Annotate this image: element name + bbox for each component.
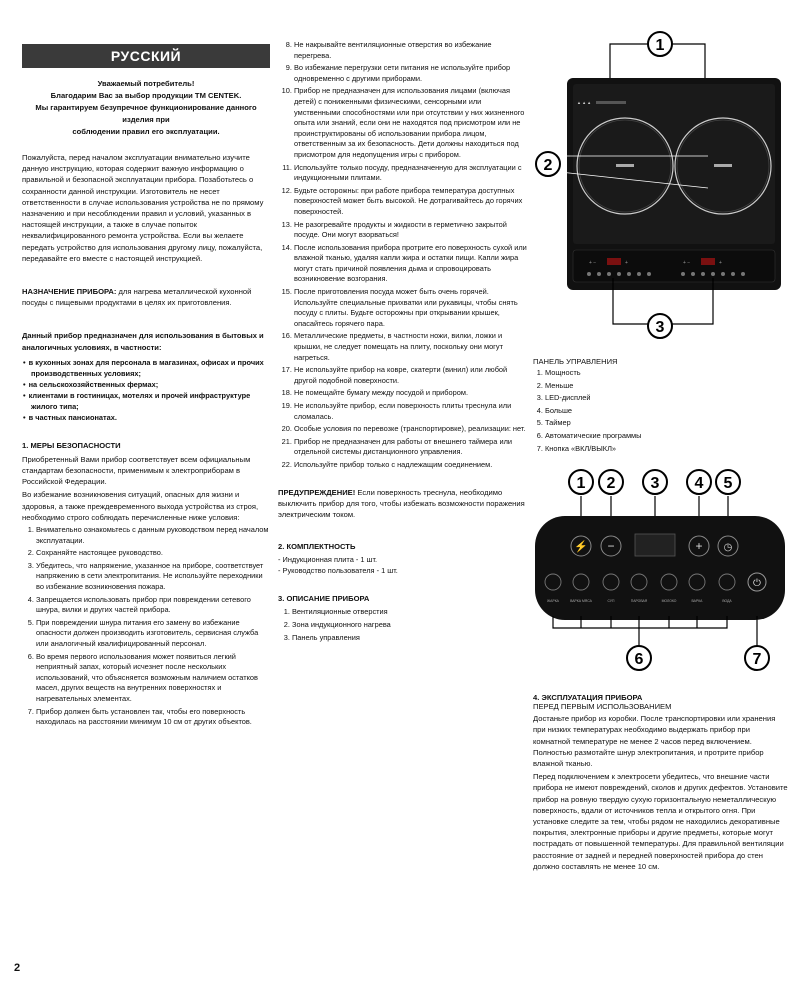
- callout-1-label: 1: [576, 475, 586, 493]
- column-2: [278, 40, 528, 649]
- list-item: 14. После использования прибора протрите его поверхность сухой или влажной тканью, удаляя капли жира и остатки пищи. Капли жира могут стать причиной появления дыма и спровоцировать возникновение возгорания.: [294, 243, 528, 285]
- list-item: 3. Панель управления: [292, 633, 528, 644]
- list-item: 6. Во время первого использования может появиться легкий неприятный запах, который исчезнет после нескольких использований, что объясняется возможным наличием остатков масел, других веществ на внутренних поверхностях и нагревательных элементах.: [36, 652, 270, 705]
- description-list: [278, 607, 528, 643]
- panel-legend-title: ПАНЕЛЬ УПРАВЛЕНИЯ: [533, 357, 618, 366]
- greeting: [22, 78, 270, 138]
- list-item: 22. Используйте прибор только с надлежащим соединением.: [294, 460, 528, 471]
- program-label: ВАРКА: [691, 599, 703, 604]
- svg-text:+ −: + −: [683, 260, 691, 266]
- section-title-operation: 4. ЭКСПЛУАТАЦИЯ ПРИБОРА: [533, 693, 643, 703]
- operation-section: [533, 693, 788, 872]
- column-3: [533, 28, 788, 882]
- list-item: 19. Не используйте прибор, если поверхность плиты треснула или сломалась.: [294, 401, 528, 422]
- greeting-line: Уважаемый потребитель!: [97, 79, 195, 88]
- panel-legend: [533, 357, 788, 454]
- list-item: • на сельскохозяйственных фермах;: [31, 379, 270, 390]
- column-1: [22, 40, 270, 734]
- purpose-paragraph: [22, 286, 270, 308]
- section-title-description: 3. ОПИСАНИЕ ПРИБОРА: [278, 594, 370, 604]
- list-item: • клиентами в гостиницах, мотелях и прочей инфраструктуре жилого типа;: [31, 390, 270, 412]
- safety-paragraph: Во избежание возникновения ситуаций, опасных для жизни и здоровья, а также преждевременного выхода устройства из строя, необходимо строго соблюдать перечисленные ниже условия:: [22, 490, 259, 522]
- callout-7-label: 7: [752, 651, 762, 669]
- page-number: 2: [14, 962, 21, 974]
- list-item: 4. Больше: [545, 406, 788, 417]
- household-title: Данный прибор предназначен для использования в бытовых и аналогичных условиях, в частности:: [22, 331, 264, 352]
- list-item: 12. Будьте осторожны: при работе прибора температура доступных поверхностей может быть высокой. Не дотрагивайтесь до горячих поверхностей.: [294, 186, 528, 218]
- greeting-line: Мы гарантируем безупречное функционирование данного изделия при: [35, 103, 257, 124]
- list-item: 5. Таймер: [545, 418, 788, 429]
- list-item: 2. Сохраняйте настоящее руководство.: [36, 548, 270, 559]
- callout-5-label: 5: [723, 475, 733, 493]
- program-label: СУП: [607, 599, 615, 604]
- household-list: [22, 357, 270, 423]
- list-item: 3. LED-дисплей: [545, 393, 788, 404]
- panel-legend-list: [533, 368, 788, 454]
- greeting-line: соблюдении правил его эксплуатации.: [72, 127, 220, 136]
- svg-text:+: +: [625, 260, 628, 266]
- list-item: 9. Во избежание перегрузки сети питания не используйте прибор одновременно с другими приборами.: [294, 63, 528, 84]
- list-item: • в кухонных зонах для персонала в магазинах, офисах и прочих производственных условиях;: [31, 357, 270, 379]
- purpose-label: НАЗНАЧЕНИЕ ПРИБОРА:: [22, 287, 117, 297]
- list-item: 2. Зона индукционного нагрева: [292, 620, 528, 631]
- lightning-icon: ⚡: [574, 541, 588, 554]
- program-label: ПАРОВАЯ: [630, 599, 648, 604]
- safety-list-continued: [278, 40, 528, 471]
- callout-6-label: 6: [634, 651, 644, 669]
- list-item: 7. Кнопка «ВКЛ/ВЫКЛ»: [545, 444, 788, 455]
- callout-3-label: 3: [655, 319, 665, 336]
- purpose-text: для нагрева металлической кухонной посуды с пищевыми продуктами в целях их приготовления.: [22, 287, 252, 308]
- list-item: 7. Прибор должен быть установлен так, чтобы его поверхность находилась на расстоянии минимум 10 см от других объектов.: [36, 707, 270, 728]
- list-item: 21. Прибор не предназначен для работы от внешнего таймера или отдельной системы дистанционного управления.: [294, 437, 528, 458]
- list-item: 4. Запрещается использовать прибор при повреждении сетевого шнура, вилки и других частей прибора.: [36, 595, 270, 616]
- list-item: 18. Не помещайте бумагу между посудой и прибором.: [294, 388, 528, 399]
- list-item: 10. Прибор не предназначен для использования лицами (включая детей) с пониженными физическими, сенсорными или умственными способностями или при отсутствии у них жизненного опыта или знаний, если они не находятся под присмотром или не проинструктированы об использовании прибора лицом, ответственным за их безопасность. Дети должны находиться под присмотром для недопущения игры с прибором.: [294, 86, 528, 160]
- led-display: [635, 534, 675, 556]
- warning-label: ПРЕДУПРЕЖДЕНИЕ!: [278, 487, 356, 497]
- svg-text:▲ ▲ ▲: ▲ ▲ ▲: [577, 100, 592, 105]
- list-item: 1. Мощность: [545, 368, 788, 379]
- list-item: 11. Используйте только посуду, предназначенную для эксплуатации с индукционными плитами.: [294, 163, 528, 184]
- list-item: • в частных пансионатах.: [31, 412, 270, 423]
- list-item: 3. Убедитесь, что напряжение, указанное на приборе, соответствует напряжению в сети электропитания. Не используйте переходники во избежание возникновения пожара.: [36, 561, 270, 593]
- list-item: 6. Автоматические программы: [545, 431, 788, 442]
- list-item: 20. Особые условия по перевозке (транспортировке), реализации: нет.: [294, 424, 528, 435]
- greeting-line: Благодарим Вас за выбор продукции ТМ CENTEK.: [50, 91, 242, 100]
- program-label: ЖАРКА: [547, 599, 559, 604]
- control-strip: [573, 250, 775, 282]
- list-item: 16. Металлические предметы, в частности ножи, вилки, ложки и крышки, не следует помещать на плиту, поскольку они могут нагреться.: [294, 331, 528, 363]
- list-item: 17. Не используйте прибор на ковре, скатерти (винил) или любой другой подобной поверхности.: [294, 365, 528, 386]
- intro-paragraph: Пожалуйста, перед началом эксплуатации внимательно изучите данную инструкцию, которая содержит важную информацию о правильной и безопасной эксплуатации прибора. Позаботьтесь о сохранности данной инструкции. Изготовитель не несет ответственности в случае использования устройства не по прямому назначению и при несоблюдении правил и условий, указанных в настоящей инструкции, а также в случае попыток неквалифицированного ремонта устройства. Если вы желаете передать устройство для использования другому лицу, пожалуйста, передавайте его вместе с настоящей инструкцией.: [22, 153, 264, 263]
- warning-paragraph: [278, 487, 528, 521]
- callout-2-label: 2: [606, 475, 616, 493]
- program-label: ВОДА: [722, 599, 732, 604]
- list-item: 1. Вентиляционные отверстия: [292, 607, 528, 618]
- list-item: - Руководство пользователя - 1 шт.: [278, 565, 398, 575]
- callout-3-label: 3: [650, 475, 660, 493]
- control-panel-figure: [533, 466, 788, 716]
- operation-subtitle: ПЕРЕД ПЕРВЫМ ИСПОЛЬЗОВАНИЕМ: [533, 702, 672, 712]
- list-item: 2. Меньше: [545, 381, 788, 392]
- language-header: РУССКИЙ: [22, 44, 270, 68]
- section-title-kit: 2. КОМПЛЕКТНОСТЬ: [278, 542, 356, 552]
- list-item: 8. Не накрывайте вентиляционные отверстия во избежание перегрева.: [294, 40, 528, 61]
- control-panel-body: [535, 516, 785, 620]
- warning-text: Если поверхность треснула, необходимо выключить прибор для того, чтобы избежать возможности поражения электрическим током.: [278, 487, 525, 519]
- list-item: 13. Не разогревайте продукты и жидкости в герметично закрытой посуде. Они могут взорваться!: [294, 220, 528, 241]
- callout-2-label: 2: [543, 157, 553, 174]
- minus-icon: −: [607, 539, 615, 554]
- operation-paragraph: Достаньте прибор из коробки. После транспортировки или хранения при низких температурах необходимо выдержать прибор при комнатной температуре не менее 2 часов перед включением. Полностью размотайте шнур электропитания, и протрите прибор влажной тканью.: [533, 714, 776, 768]
- plus-icon: +: [695, 539, 703, 554]
- clock-icon: ◷: [723, 542, 733, 554]
- program-label: ВАРКА МЯСА: [570, 599, 592, 604]
- section-title-safety: 1. МЕРЫ БЕЗОПАСНОСТИ: [22, 440, 121, 450]
- kit-list: [278, 555, 528, 576]
- callout-1-label: 1: [655, 37, 665, 54]
- operation-paragraph: Перед подключением к электросети убедитесь, что внешние части прибора не имеют повреждений, сколов и других дефектов. Установите прибор на ровную твердую сухую горизонтальную неметаллическую поверхность, вдали от источников тепла и открытого огня. При установке следите за тем, чтобы рядом не находились декоративные покрытия, электронные приборы и другие предметы, которые могут пострадать от повышенной температуры. Для правильной вентиляции расстояние от задней и передней поверхностей прибора до стен должно составлять не менее 10 см.: [533, 772, 788, 871]
- svg-text:+: +: [719, 260, 722, 266]
- cooktop-figure: [533, 28, 788, 348]
- list-item: 1. Внимательно ознакомьтесь с данным руководством перед началом эксплуатации.: [36, 525, 270, 546]
- program-label: МОЛОКО: [661, 599, 677, 604]
- callout-4-label: 4: [694, 475, 704, 493]
- power-icon: ⏻: [753, 578, 761, 590]
- list-item: 5. При повреждении шнура питания его замену во избежание опасности должен производить изготовитель, сервисная служба или аналогичный квалифицированный персонал.: [36, 618, 270, 650]
- svg-text:+ −: + −: [589, 260, 597, 266]
- safety-paragraph: Приобретенный Вами прибор соответствует всем официальным стандартам безопасности, применимым к электроприборам в Российской Федерации.: [22, 454, 251, 487]
- safety-list: [22, 525, 270, 728]
- list-item: 15. После приготовления посуда может быть очень горячей. Используйте специальные прихватки или рукавицы, чтобы снять посуду с плиты. Будьте осторожны при открывании крышек, опасайтесь горячего пара.: [294, 287, 528, 329]
- list-item: - Индукционная плита - 1 шт.: [278, 555, 378, 565]
